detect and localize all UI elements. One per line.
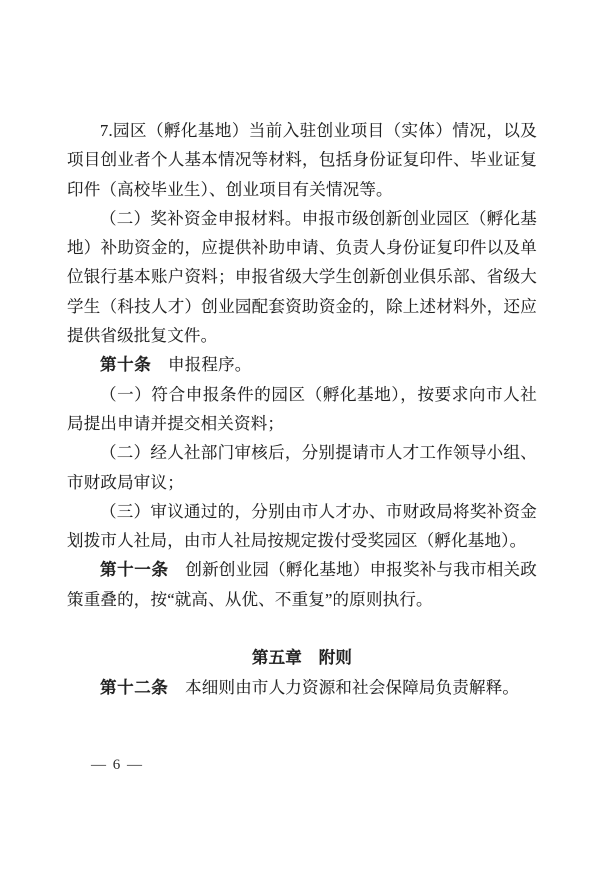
text-line: 第十条 申报程序。	[100, 355, 252, 375]
text-line: 第十一条 创新创业园（孵化基地）申报奖补与我市相关政	[100, 560, 537, 580]
text-line: 划拨市人社局，由市人社局按规定拨付受奖园区（孵化基地）。	[67, 531, 527, 551]
text-line: （三）审议通过的，分别由市人才办、市财政局将奖补资金	[100, 501, 537, 521]
text-line: 提供省级批复文件。	[67, 326, 218, 346]
text-line: （二）奖补资金申报材料。申报市级创新创业园区（孵化基	[100, 208, 537, 228]
text-line: 项目创业者个人基本情况等材料，包括身份证复印件、毕业证复	[67, 150, 537, 170]
text-line: 地）补助资金的，应提供补助申请、负责人身份证复印件以及单	[67, 238, 537, 258]
text-line: （一）符合申报条件的园区（孵化基地），按要求向市人社	[100, 384, 537, 404]
blank-line	[67, 614, 537, 643]
article-number: 第十一条	[100, 560, 169, 580]
text-line: 市财政局审议；	[67, 472, 184, 492]
text-line: 7.园区（孵化基地）当前入驻创业项目（实体）情况，以及	[100, 121, 537, 140]
text-line: （二）经人社部门审核后，分别提请市人才工作领导小组、	[100, 443, 537, 463]
text-line: 第十二条 本细则由市人力资源和社会保障局负责解释。	[100, 677, 520, 697]
article-number: 第十二条	[100, 677, 169, 697]
text-line: 局提出申请并提交相关资料；	[67, 413, 285, 433]
article-number: 第十条	[100, 355, 152, 375]
text-line: 第五章 附则	[251, 648, 353, 668]
text-line: 学生（科技人才）创业园配套资助资金的，除上述材料外，还应	[67, 296, 537, 316]
document-body	[67, 116, 537, 702]
text-line: 策重叠的，按“就高、从优、不重复”的原则执行。	[67, 589, 433, 609]
text-line: 印件（高校毕业生）、创业项目有关情况等。	[67, 179, 393, 199]
text-line: 位银行基本账户资料；申报省级大学生创新创业俱乐部、省级大	[67, 267, 537, 287]
page-number: — 6 —	[91, 757, 144, 773]
